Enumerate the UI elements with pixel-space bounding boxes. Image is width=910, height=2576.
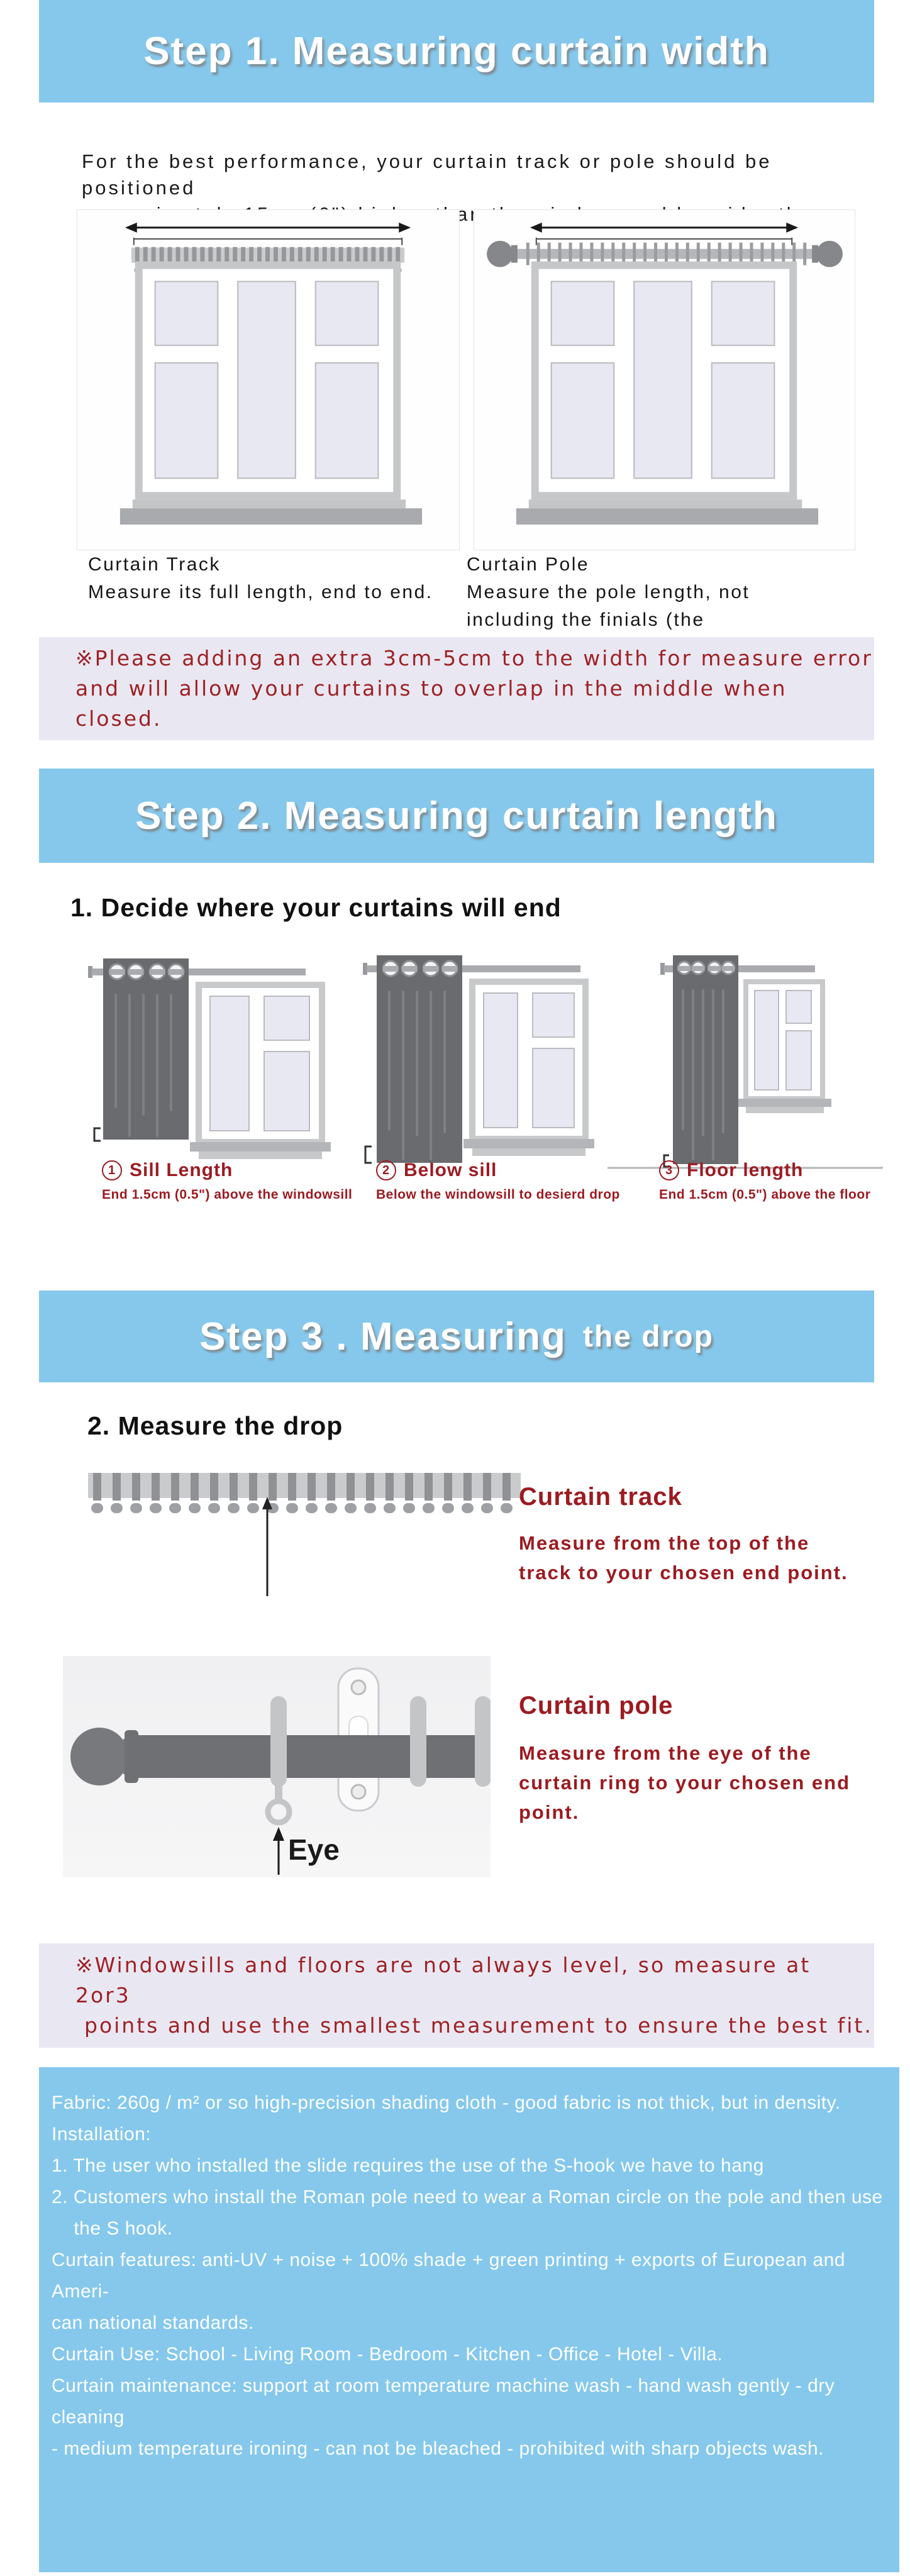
- level-note-line2: points and use the smallest measurement to ensure the best fit.: [84, 2013, 873, 2038]
- track-desc-line2: track to your chosen end point.: [519, 1562, 848, 1584]
- ring-eye: [268, 1801, 289, 1823]
- info-line-maintenance-2: - medium temperature ironing - can not be bleached - prohibited with sharp objects wash.: [52, 2438, 824, 2459]
- pole-drop-drawing: [63, 1656, 491, 1877]
- step2-banner-title: Step 2. Measuring curtain length: [135, 794, 778, 838]
- step1-banner-title: Step 1. Measuring curtain width: [143, 30, 770, 73]
- window-pole-drawing: [474, 210, 855, 550]
- curtain-pole-description: [519, 1738, 850, 1827]
- curtain-pole-caption-line1: Measure the pole length, not: [467, 582, 750, 602]
- option1-title: Sill Length: [130, 1160, 233, 1180]
- width-arrow: [125, 223, 411, 245]
- option1-number: 1: [102, 1160, 122, 1180]
- option2-description: Below the windowsill to desierd drop: [376, 1187, 620, 1202]
- option-below-sill-caption: [376, 1160, 620, 1202]
- right-finial: [816, 241, 843, 267]
- width-measure-note: [39, 637, 874, 740]
- info-line-use: Curtain Use: School - Living Room - Bedroom - Kitchen - Office - Hotel - Villa.: [52, 2344, 723, 2365]
- track-drop-diagram: [88, 1469, 522, 1600]
- info-line-fabric: Fabric: 260g / m² or so high-precision shading cloth - good fabric is not thick, but in density.: [52, 2092, 841, 2113]
- option2-title: Below sill: [404, 1160, 497, 1180]
- measure-drop-heading: 2. Measure the drop: [87, 1411, 343, 1440]
- option1-description: End 1.5cm (0.5") above the windowsill: [102, 1187, 353, 1202]
- left-finial: [487, 241, 513, 267]
- finial: [70, 1728, 128, 1785]
- windowsill: [738, 1099, 831, 1107]
- window: [190, 985, 331, 1159]
- window: [738, 982, 831, 1113]
- pole-drop-diagram: [63, 1656, 491, 1877]
- option3-number: 3: [659, 1160, 679, 1180]
- pole-desc-line3: point.: [519, 1801, 580, 1823]
- curtain-track-title: Curtain track: [519, 1483, 682, 1511]
- below-sill-illustration: [362, 947, 594, 1173]
- window: [463, 982, 594, 1156]
- sill-length-illustration: [75, 947, 377, 1173]
- floor-length-drawing: [604, 947, 887, 1173]
- info-line-features: Curtain features: anti-UV + noise + 100% shade + green printing + exports of European and Ameri-: [52, 2250, 850, 2302]
- info-line-maintenance: Curtain maintenance: support at room temperature machine wash - hand wash gently - dry cleaning: [52, 2375, 841, 2428]
- sill-length-drawing: [75, 947, 377, 1173]
- curtain-track-description: [519, 1528, 848, 1587]
- level-measure-note: [39, 1943, 874, 2048]
- curtain-pole-title: Curtain pole: [519, 1692, 674, 1719]
- windowsill: [463, 1139, 594, 1148]
- step3-banner-title: Step 3 . Measuring: [199, 1314, 567, 1358]
- width-note-line2: and will allow your curtains to overlap in the middle when closed.: [75, 676, 787, 731]
- info-line-installation: Installation:: [52, 2124, 152, 2145]
- curtain: [377, 955, 462, 1163]
- floor-length-illustration: [604, 947, 887, 1173]
- eye-label: Eye: [288, 1833, 340, 1866]
- windowsill: [529, 499, 802, 508]
- level-note-line1: ※Windowsills and floors are not always level, so measure at 2or3: [75, 1953, 811, 2007]
- measure-mark: [94, 1128, 101, 1141]
- eye-arrow: [273, 1827, 284, 1875]
- option-floor-length-caption: [659, 1160, 870, 1202]
- width-arrow: [530, 223, 798, 245]
- intro-line-1: For the best performance, your curtain track or pole should be positioned: [82, 150, 772, 199]
- windowsill: [190, 1142, 331, 1152]
- step3-banner: [39, 1291, 874, 1382]
- info-line-install-2: 2. Customers who install the Roman pole need to wear a Roman circle on the pole and then use: [52, 2187, 883, 2207]
- option3-description: End 1.5cm (0.5") above the floor: [659, 1187, 871, 1202]
- curtain-pole-caption: [467, 551, 750, 634]
- decide-end-heading: 1. Decide where your curtains will end: [70, 893, 562, 922]
- info-line-features-2: can national standards.: [52, 2312, 254, 2333]
- below-sill-drawing: [362, 947, 594, 1173]
- pole-desc-line2: curtain ring to your chosen end: [519, 1772, 851, 1794]
- window-track-illustration: [77, 209, 460, 550]
- window-pole-illustration: [474, 209, 855, 550]
- step2-banner: [39, 769, 874, 863]
- curtain: [673, 955, 738, 1164]
- curtain-pole-caption-title: Curtain Pole: [467, 554, 590, 575]
- track-desc-line1: Measure from the top of the: [519, 1532, 810, 1554]
- step3-banner-subtitle: the drop: [582, 1319, 714, 1353]
- window: [120, 265, 422, 525]
- window: [516, 265, 818, 525]
- window-track-drawing: [77, 210, 459, 550]
- info-line-install-2b: the S hook.: [52, 2218, 173, 2239]
- option2-number: 2: [376, 1160, 396, 1180]
- option3-title: Floor length: [687, 1160, 804, 1180]
- width-note-line1: ※Please adding an extra 3cm-5cm to the width for measure error: [75, 646, 873, 670]
- windowsill: [133, 499, 406, 508]
- pole-desc-line1: Measure from the eye of the: [519, 1742, 812, 1764]
- option-sill-length-caption: [102, 1160, 352, 1202]
- curtain-track-caption: [88, 551, 433, 606]
- track-drop-drawing: [88, 1469, 522, 1600]
- step1-banner: [39, 0, 874, 103]
- curtain-track-caption-title: Curtain Track: [88, 554, 221, 575]
- curtain-pole-caption-line2: including the finials (the: [467, 609, 705, 630]
- curtain: [103, 958, 189, 1140]
- curtain-track-caption-line: Measure its full length, end to end.: [88, 582, 433, 602]
- product-info-panel: [39, 2067, 899, 2572]
- info-line-install-1: 1. The user who installed the slide requires the use of the S-hook we have to hang: [52, 2155, 764, 2176]
- measure-mark: [365, 1146, 372, 1163]
